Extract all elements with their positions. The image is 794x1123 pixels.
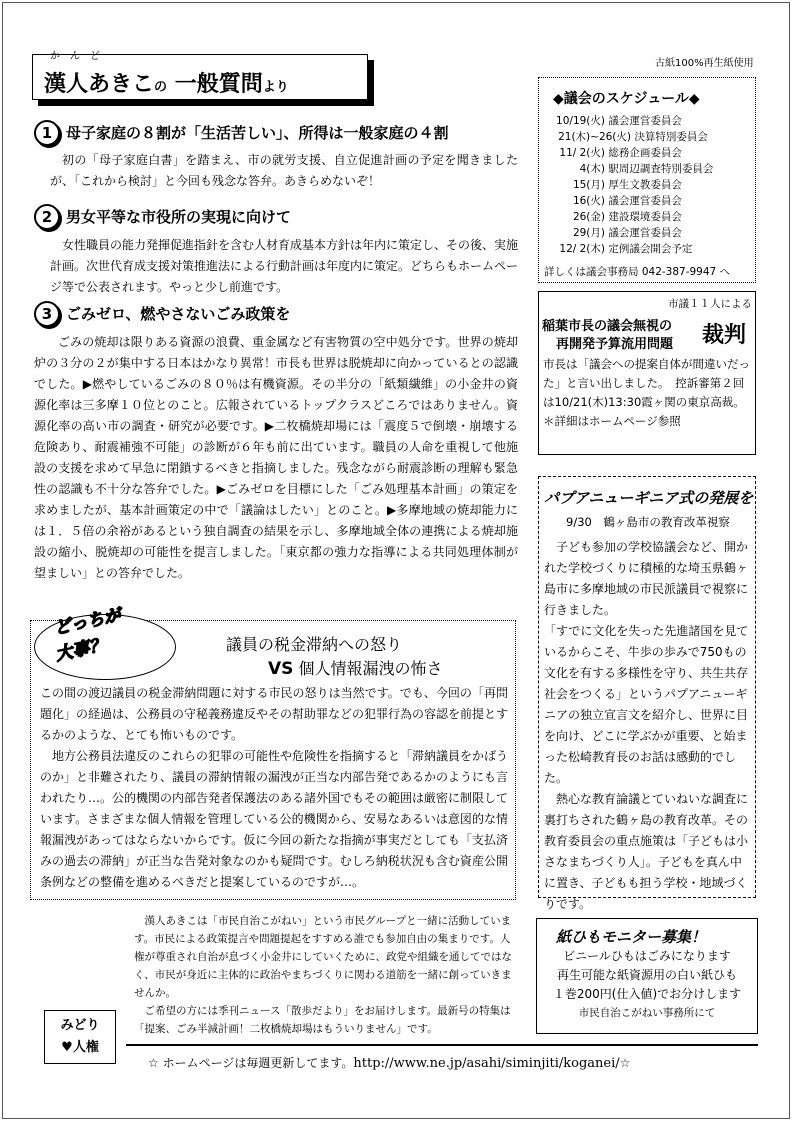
homepage-link[interactable]: http://www.ne.jp/asahi/siminjiti/koganei/ bbox=[353, 1056, 620, 1071]
lawsuit-big: 裁判 bbox=[702, 323, 747, 348]
schedule-row: 29(月) 議会運営委員会 bbox=[572, 227, 682, 239]
section-2-title bbox=[34, 204, 291, 230]
schedule-row: 11/ 2(火) 総務企画委員会 bbox=[559, 147, 682, 159]
section-3-number: 3 bbox=[34, 301, 60, 327]
dotchi-body: この間の渡辺議員の税金滞納問題に対する市民の怒りは当然です。でも、今回の「再問題化」の経過は、公務員の守秘義務違反やその幇助罪などの犯罪行為の容認を前提とするかのような、とても怖いものです。 地方公務員法違反のこれらの犯罪の可能性や危険性を指摘すると「滞納議員をかばうのか」と非難されたり、議員の滞納情報の漏洩が正当な内部告発であるかのようにも言われたり…。公的機関の内部告発者保護法のある諸外国でもその範囲は厳密に制限しています。さまざまな個人情報を管理している公的機関から、安易なあるいは意図的な情報漏洩があってはならないからです。仮に今回の新たな指摘が事実だとしても「支払済みの過去の滞納」が正当な告発対象なのかも疑問です。むしろ納税状況も含む資産公開条例などの整備を進めるべきだと提案しているのですが…。 bbox=[40, 686, 509, 889]
schedule-row: 16(火) 議会運営委員会 bbox=[572, 195, 682, 207]
lawsuit-body: 市長は「議会への提案自体が間違いだった」と言い出しました。 控訴審第２回は10/21(木)13:30霞ヶ関の東京高裁。 ＊詳細はホームページ参照 bbox=[543, 357, 763, 428]
section-2-number: 2 bbox=[34, 204, 60, 230]
schedule-row: 26(金) 建設環境委員会 bbox=[572, 211, 682, 223]
section-1-heading: 母子家庭の８割が「生活苦しい」、所得は一般家庭の４割 bbox=[66, 124, 449, 142]
schedule-row: 4(木) 駅周辺調査特別委員会 bbox=[579, 163, 714, 175]
schedule-title: ◆議会のスケジュール◆ bbox=[553, 91, 700, 107]
section-3-body: ごみの焼却は限りある資源の浪費、重金属など有害物質の空中処分です。世界の焼却炉の３分の２が集中する日本はかなり異常！市長も世界は脱焼却に向かっているとの認識でした。▶燃やしているごみの８０％は有機資源。その半分の「紙類繊維」の小金井の資源化率は三多摩１０位とのこと。広報されているトップクラスどころではありません。資源化率の高い市の調査・研究が必要です。▶二枚橋焼却場には「震度５で倒壊・崩壊する危険あり、耐震補強不可能」の診断が６年も前に出ています。職員の人命を重視して他施設の支援を求めて早急に閉鎖するべきと指摘しました。残念ながら耐震診断の理解も緊急性の認識も不十分な答弁でした。▶ごみゼロを目標にした「ごみ処理基本計画」の策定を求めましたが、基本計画策定の中で「議論はしたい」とのこと。▶多摩地域の焼却能力には１．５倍の余裕があるという独自調査の結果を示し、多摩地域全体の連携による焼却施設の縮小、脱焼却の可能性を提言しました。「東京都の強力な指導による共同処理体制が望ましい」との答弁でした。 bbox=[34, 335, 518, 580]
homepage-line: ☆ ホームページは毎週更新してます。http://www.ne.jp/asahi/siminjiti/koganei/☆ bbox=[148, 1056, 631, 1071]
dotchi-headline-2: VS 個人情報漏洩の怖さ bbox=[268, 659, 443, 679]
section-2-heading: 男女平等な市役所の実現に向けて bbox=[66, 208, 292, 226]
section-1-title bbox=[34, 120, 449, 146]
monitor-body: ビニールひもはごみになります 再生可能な紙資源用の白い紙ひも １巻200円(仕入値)でお分けします 市民自治こがねい事務所にて bbox=[552, 949, 742, 1019]
section-1-body: 初の「母子家庭白書」を踏まえ、市の就労支援、自立促進計画の予定を聞きましたが、「これから検討」と今回も残念な答弁。あきらめないぞ！ bbox=[50, 153, 518, 188]
recycled-note: 古紙100%再生紙使用 bbox=[655, 58, 754, 69]
dotchi-headline-1: 議員の税金滞納への怒り bbox=[226, 635, 403, 654]
title-main: 漢人あきこ bbox=[44, 72, 155, 97]
title-sub: 一般質問 bbox=[174, 72, 263, 97]
title-no: の bbox=[154, 80, 168, 95]
section-2-body: 女性職員の能力発揮促進指針を含む人材育成基本方針は年内に策定し、その後、実施計画。次世代育成支援対策推進法による行動計画は年度内に策定。どちらもホームページ等で公表されます。やっと少し前進です。 bbox=[50, 238, 519, 294]
lawsuit-headline-1: 稲葉市長の議会無視の bbox=[542, 319, 673, 334]
schedule-row: 15(月) 厚生文教委員会 bbox=[572, 179, 682, 191]
schedule-row: 12/ 2(木) 定例議会開会予定 bbox=[559, 243, 693, 255]
lawsuit-top: 市議１１人による bbox=[668, 298, 752, 310]
section-1-number: 1 bbox=[34, 120, 60, 146]
schedule-row: 21(木)~26(火) 決算特別委員会 bbox=[558, 131, 708, 143]
section-3-heading: ごみゼロ、燃やさないごみ政策を bbox=[66, 305, 291, 323]
page-title bbox=[44, 67, 289, 98]
schedule-row: 10/19(火) 議会運営委員会 bbox=[556, 115, 682, 127]
section-3-title bbox=[34, 301, 290, 327]
schedule-note: 詳しくは議会事務局 042-387-9947 へ bbox=[544, 266, 731, 278]
dotchi-badge-text: どっちが 大事？ bbox=[52, 605, 123, 666]
header-ruby: かんど bbox=[50, 51, 110, 62]
lawsuit-headline-2: 再開発予算流用問題 bbox=[556, 337, 674, 352]
title-yori: より bbox=[262, 80, 289, 95]
midori-badge: みどり ♥人権 bbox=[44, 1010, 116, 1064]
schedule-list bbox=[549, 113, 713, 257]
monitor-headline: 紙ひもモニター募集！ bbox=[556, 928, 707, 946]
about-text: 漢人あきこは「市民自治こがねい」という市民グループと一緒に活動しています。市民による政策提言や問題提起をすすめる誰でも参加自由の集まりです。人権が尊重され自治が息づく小金井にしていくために、政党や組織を通してではなく、市民が身近に主体的に政治やまちづくりに関わる道筋を一緒に創っていきませんか。 ご希望の方には季刊ニュース「散歩だより」をお届けします。最新号の特集は「提案、ごみ半減計画！二枚橋焼却場はもういりません」です。 bbox=[134, 915, 512, 1035]
footer-divider bbox=[126, 1044, 758, 1046]
papua-body: 子ども参加の学校協議会など、開かれた学校づくりに積極的な埼玉県鶴ヶ島市に多摩地域の市民派議員で視察に行きました。 「すでに文化を失った先進諸国を見ているからこそ、牛歩の歩みで750もの文化を有する多様性を守り、共生共存社会をつくる」というパプアニューギニアの独立宣言文を紹介し、世界に目を向け、どこに学ぶかが重要、と始まった松崎教育長のお話は感動的でした。 熱心な教育論議とていねいな調査に裏打ちされた鶴ヶ島の教育改革。その教育委員会の重点施策は「子どもは小さなまちづくり人」。子どもを真ん中に置き、子どもも担う学校・地域づくりです。 bbox=[544, 540, 749, 911]
papua-subtitle: 9/30 鶴ヶ島市の教育改革視察 bbox=[566, 515, 730, 529]
papua-headline: パプアニューギニア式の発展を bbox=[544, 489, 754, 507]
